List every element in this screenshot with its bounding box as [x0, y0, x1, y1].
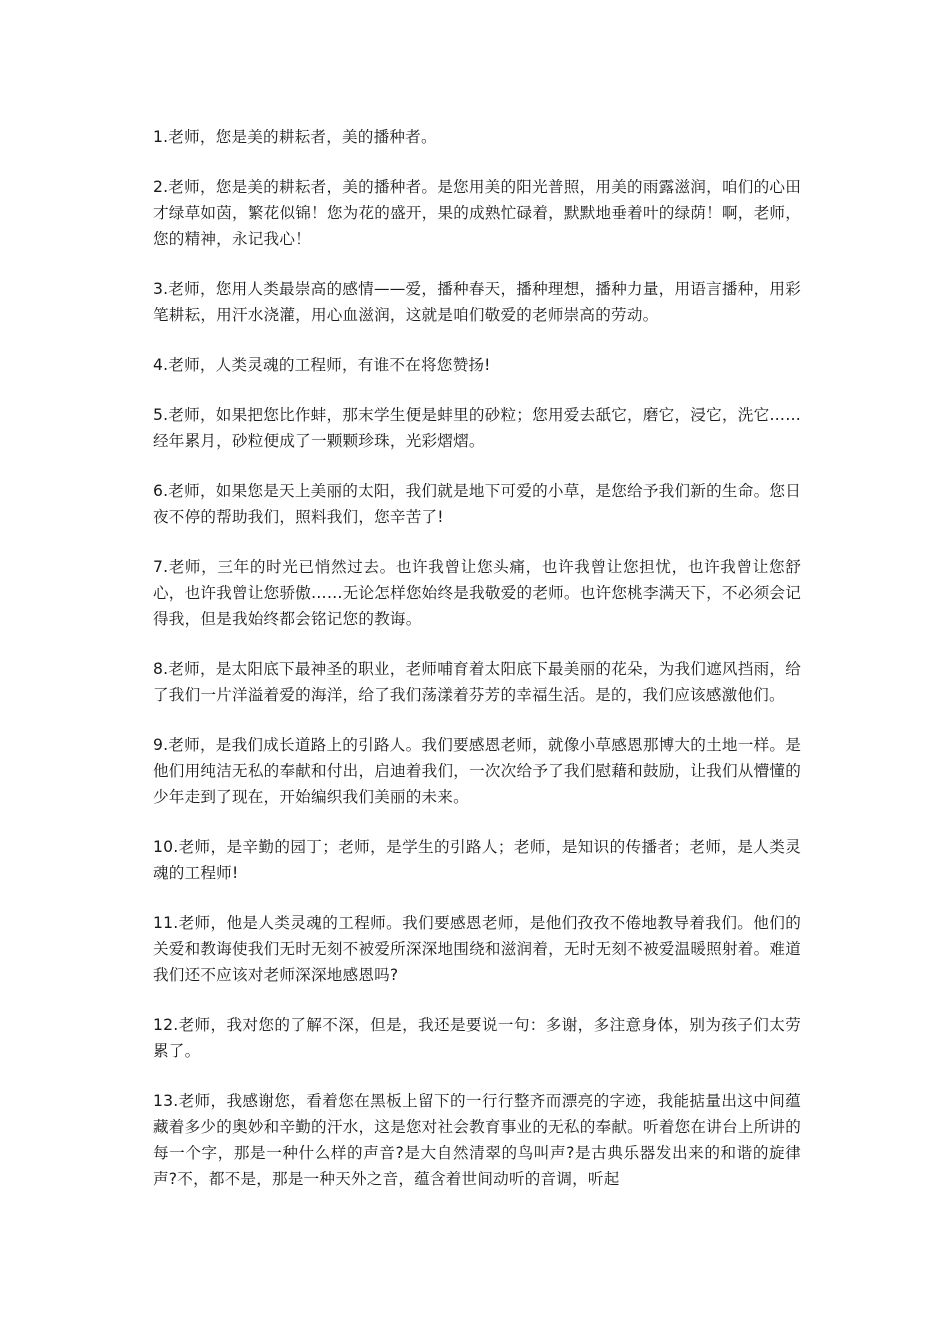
- document-body: [153, 124, 801, 1216]
- paragraph-2: 2.老师，您是美的耕耘者，美的播种者。是您用美的阳光普照，用美的雨露滋润，咱们的心田才绿草如茵，繁花似锦！您为花的盛开，果的成熟忙碌着，默默地垂着叶的绿荫！啊，老师，您的精神，永记我心！: [153, 178, 801, 248]
- paragraph-13: 13.老师，我感谢您，看着您在黑板上留下的一行行整齐而漂亮的字迹，我能掂量出这中间蕴藏着多少的奥妙和辛勤的汗水，这是您对社会教育事业的无私的奉献。听着您在讲台上所讲的每一个字，那是一种什么样的声音?是大自然清翠的鸟叫声?是古典乐器发出来的和谐的旋律声?不，都不是，那是一种天外之音，蕴含着世间动听的音调，听起: [153, 1092, 801, 1188]
- paragraph-7: 7.老师，三年的时光已悄然过去。也许我曾让您头痛，也许我曾让您担忧，也许我曾让您舒心，也许我曾让您骄傲……无论怎样您始终是我敬爱的老师。也许您桃李满天下，不必须会记得我，但是我始终都会铭记您的教诲。: [153, 558, 801, 628]
- paragraph-1: 1.老师，您是美的耕耘者，美的播种者。: [153, 128, 437, 146]
- paragraph-6: 6.老师，如果您是天上美丽的太阳，我们就是地下可爱的小草，是您给予我们新的生命。您日夜不停的帮助我们，照料我们，您辛苦了!: [153, 482, 801, 526]
- paragraph-9: 9.老师，是我们成长道路上的引路人。我们要感恩老师，就像小草感恩那博大的土地一样。是他们用纯洁无私的奉献和付出，启迪着我们，一次次给予了我们慰藉和鼓励，让我们从懵懂的少年走到了现在，开始编织我们美丽的未来。: [153, 736, 801, 806]
- paragraph-10: 10.老师，是辛勤的园丁；老师，是学生的引路人；老师，是知识的传播者；老师，是人类灵魂的工程师!: [153, 838, 801, 882]
- paragraph-12: 12.老师，我对您的了解不深，但是，我还是要说一句：多谢，多注意身体，别为孩子们太劳累了。: [153, 1016, 801, 1060]
- paragraph-3: 3.老师，您用人类最崇高的感情——爱，播种春天，播种理想，播种力量，用语言播种，用彩笔耕耘，用汗水浇灌，用心血滋润，这就是咱们敬爱的老师崇高的劳动。: [153, 280, 801, 324]
- paragraph-11: 11.老师，他是人类灵魂的工程师。我们要感恩老师，是他们孜孜不倦地教导着我们。他们的关爱和教诲使我们无时无刻不被爱所深深地围绕和滋润着，无时无刻不被爱温暖照射着。难道我们还不应该对老师深深地感恩吗?: [153, 914, 801, 984]
- paragraph-4: 4.老师，人类灵魂的工程师，有谁不在将您赞扬!: [153, 356, 491, 374]
- paragraph-5: 5.老师，如果把您比作蚌，那末学生便是蚌里的砂粒；您用爱去舐它，磨它，浸它，洗它……经年累月，砂粒便成了一颗颗珍珠，光彩熠熠。: [153, 406, 801, 450]
- paragraph-8: 8.老师，是太阳底下最神圣的职业，老师哺育着太阳底下最美丽的花朵，为我们遮风挡雨，给了我们一片洋溢着爱的海洋，给了我们荡漾着芬芳的幸福生活。是的，我们应该感激他们。: [153, 660, 801, 704]
